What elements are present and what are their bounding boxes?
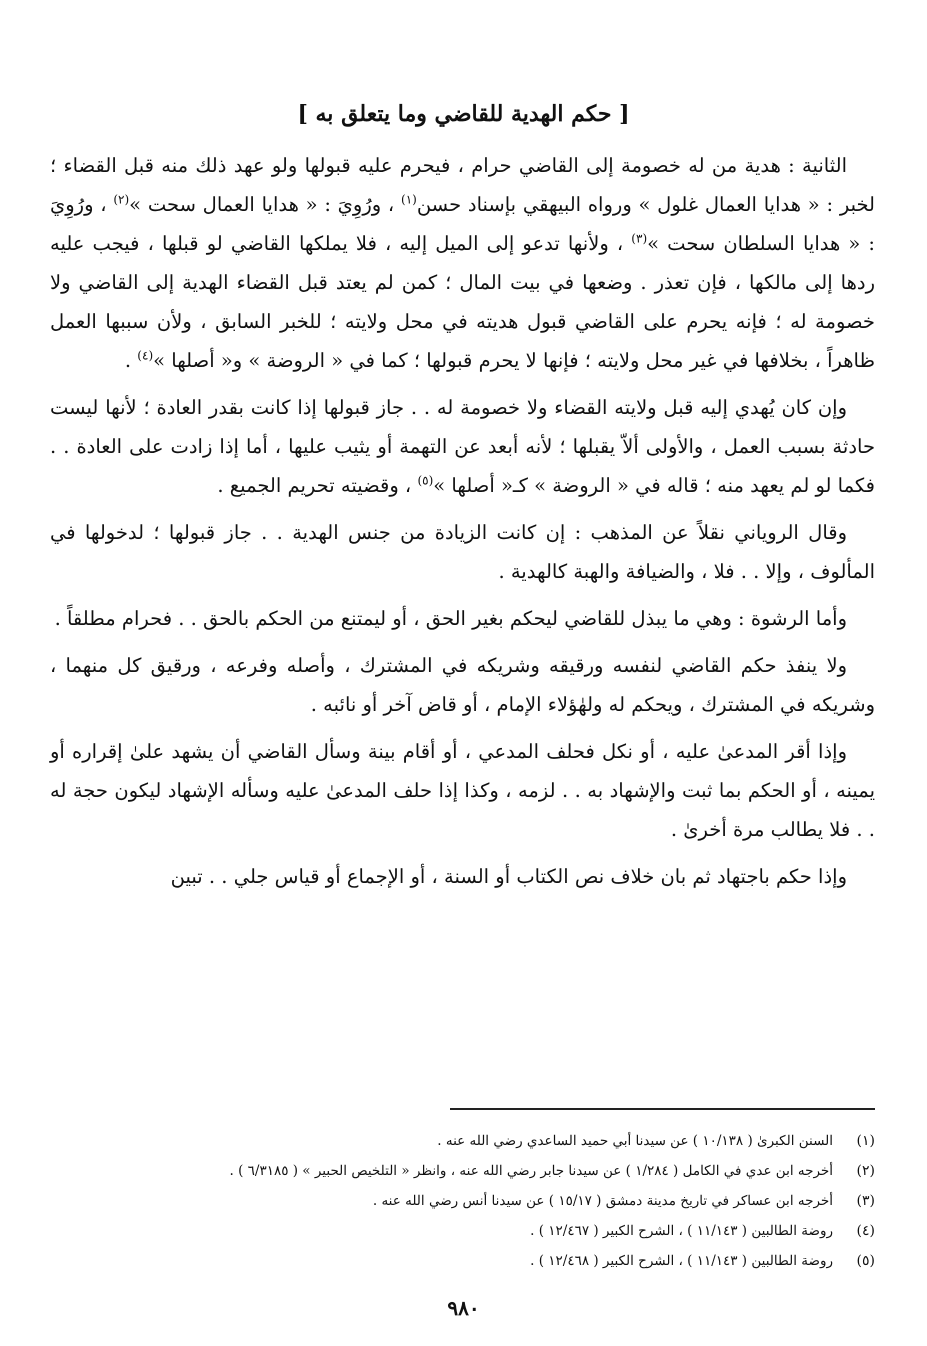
footnote-marker: (٣) [631, 231, 648, 246]
paragraph-text: وإذا أقر المدعىٰ عليه ، أو نكل فحلف المدعي ، أو أقام بينة وسأل القاضي أن يشهد علىٰ إقراره أو يمينه ، أو الحكم بما ثبت والإشهاد به . . لزمه ، وكذا إذا حلف المدعىٰ عليه وسأله الإشهاد ليكون حجة له . . فلا يطالب مرة أخرىٰ . [50, 740, 875, 841]
paragraph [50, 599, 875, 638]
footnote-number: (٤) [856, 1223, 875, 1239]
paragraph [50, 513, 875, 591]
footnote-text: روضة الطالبين ( ١١/١٤٣ ) ، الشرح الكبير ( ١٢/٤٦٨ ) . [530, 1253, 833, 1269]
footnote-text: روضة الطالبين ( ١١/١٤٣ ) ، الشرح الكبير ( ١٢/٤٦٧ ) . [530, 1223, 833, 1239]
paragraph-text: وقال الروياني نقلاً عن المذهب : إن كانت الزيادة من جنس الهدية . . جاز قبولها ؛ لدخولها في المألوف ، وإلا . . فلا ، والضيافة والهبة كالهدية . [50, 521, 875, 583]
paragraph [50, 388, 875, 505]
footnote [50, 1186, 875, 1216]
footnote-number: (٣) [856, 1193, 875, 1209]
footnote-number: (١) [856, 1133, 875, 1149]
paragraph [50, 732, 875, 849]
footnotes [50, 1126, 875, 1276]
footnote [50, 1156, 875, 1186]
paragraph-text: الثانية : هدية من له خصومة إلى القاضي حرام ، فيحرم عليه قبولها ولو عهد ذلك منه قبل القضاء ؛ لخبر : « هدايا العمال غلول » ورواه البيهقي بإسناد حسن [50, 154, 875, 216]
footnote-text: السنن الكبرىٰ ( ١٠/١٣٨ ) عن سيدنا أبي حميد الساعدي رضي الله عنه . [437, 1133, 833, 1149]
paragraph-text: ، ورُوِيَ : « هدايا السلطان سحت » [50, 193, 875, 255]
footnote-marker: (٢) [113, 192, 130, 207]
footnote-divider [450, 1108, 875, 1110]
footnote-text: أخرجه ابن عساكر في تاريخ مدينة دمشق ( ١٥/١٧ ) عن سيدنا أنس رضي الله عنه . [372, 1193, 833, 1209]
paragraph-text: وإن كان يُهدي إليه قبل ولايته القضاء ولا خصومة له . . جاز قبولها إذا كانت بقدر العادة ؛ لأنها ليست حادثة بسبب العمل ، والأولى ألاّ يقبلها ؛ لأنه أبعد عن التهمة أو يثيب عليها ، أما إذا زادت على العادة . . فكما لو لم يعهد منه ؛ قاله في « الروضة » كـ« أصلها » [50, 396, 875, 497]
section-heading: [ حكم الهدية للقاضي وما يتعلق به ] [297, 101, 630, 127]
paragraph-text: وأما الرشوة : وهي ما يبذل للقاضي ليحكم بغير الحق ، أو ليمتنع من الحكم بالحق . . فحرام مطلقاً . [54, 607, 847, 630]
footnote-number: (٢) [856, 1163, 875, 1179]
footnote-marker: (٥) [417, 473, 434, 488]
footnote-marker: (٤) [137, 348, 154, 363]
paragraph-text: وإذا حكم باجتهاد ثم بان خلاف نص الكتاب أو السنة ، أو الإجماع أو قياس جلي . . تبين [170, 865, 847, 888]
body-text [50, 146, 875, 904]
paragraph-text: ، ولأنها تدعو إلى الميل إليه ، فلا يملكها القاضي لو قبلها ، فيجب عليه ردها إلى مالكها ، فإن تعذر . وضعها في بيت المال ؛ كمن لم يعتد قبل القضاء الهدية إلى القاضي ولا خصومة له ؛ فإنه يحرم على القاضي قبول هديته في محل ولايته ؛ للخبر السابق ، ولأن سببها العمل ظاهراً ، بخلافها في غير محل ولايته ؛ فإنها لا يحرم قبولها ؛ كما في « الروضة » و« أصلها » [50, 232, 875, 372]
footnote [50, 1246, 875, 1276]
paragraph-text: ، وقضيته تحريم الجميع . [217, 474, 418, 497]
paragraph [50, 857, 875, 896]
paragraph-text: ولا ينفذ حكم القاضي لنفسه ورقيقه وشريكه في المشترك ، وأصله وفرعه ، ورقيق كل منهما ، وشريكه في المشترك ، ويحكم له ولهٰؤلاء الإمام ، أو قاض آخر أو نائبه . [50, 654, 875, 716]
footnote [50, 1126, 875, 1156]
page-number: ٩٨٠ [447, 1296, 480, 1320]
footnote-marker: (١) [401, 192, 417, 207]
paragraph-text: . [124, 349, 138, 372]
footnote-text: أخرجه ابن عدي في الكامل ( ١/٢٨٤ ) عن سيدنا جابر رضي الله عنه ، وانظر « التلخيص الحبير » ( ٦/٣١٨٥ ) . [229, 1163, 833, 1179]
paragraph [50, 146, 875, 380]
footnote-number: (٥) [856, 1253, 875, 1269]
footnote [50, 1216, 875, 1246]
paragraph [50, 646, 875, 724]
paragraph-text: ، ورُوِيَ : « هدايا العمال سحت » [129, 193, 401, 216]
